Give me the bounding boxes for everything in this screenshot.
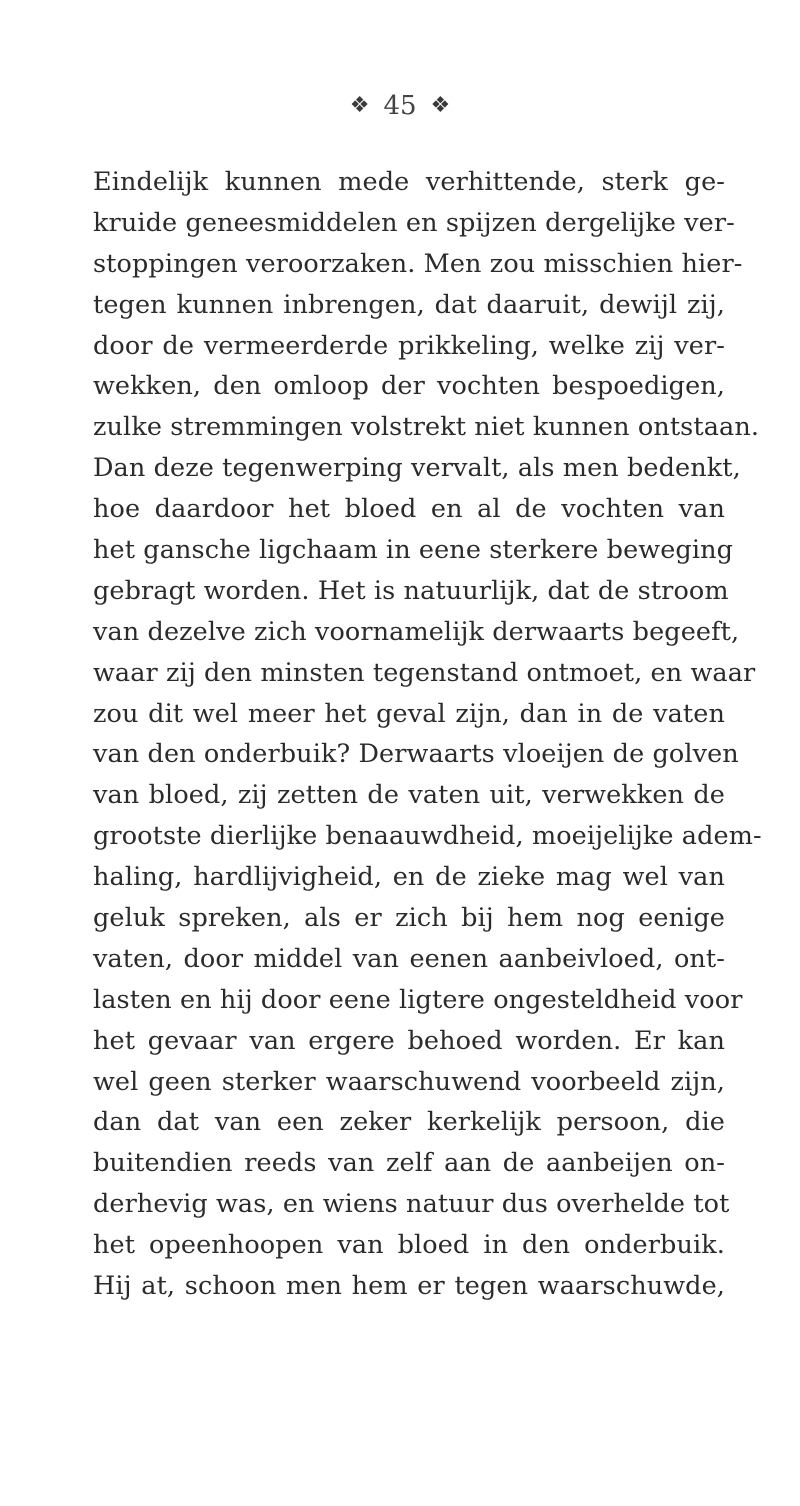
text-line: van den onderbuik? Derwaarts vloeijen de golven xyxy=(93,739,739,770)
text-line: van dezelve zich voornamelijk derwaarts begeeft, xyxy=(93,616,740,647)
text-line: wekken, den omloop der vochten bespoedigen, xyxy=(93,371,725,402)
text-line: het gevaar van ergere behoed worden. Er kan xyxy=(93,1025,725,1056)
text-line: buitendien reeds van zelf aan de aanbeijen on- xyxy=(93,1148,725,1179)
text-line: hoe daardoor het bloed en al de vochten van xyxy=(93,494,725,525)
text-line: tegen kunnen inbrengen, dat daaruit, dewijl zij, xyxy=(93,289,725,320)
text-line: kruide geneesmiddelen en spijzen dergelijke ver- xyxy=(93,207,735,238)
text-line: stoppingen veroorzaken. Men zou misschien hier- xyxy=(93,248,743,279)
text-line: dan dat van een zeker kerkelijk persoon, die xyxy=(93,1107,725,1138)
text-line: wel geen sterker waarschuwend voorbeeld zijn, xyxy=(93,1066,725,1097)
text-line: Dan deze tegenwerping vervalt, als men bedenkt, xyxy=(93,453,741,484)
right-ornament-icon: ❖ xyxy=(430,93,451,118)
body-text xyxy=(93,162,762,1307)
text-line: Hij at, schoon men hem er tegen waarschuwde, xyxy=(93,1271,725,1302)
page-number: 45 xyxy=(383,91,417,121)
text-line: Eindelijk kunnen mede verhittende, sterk ge- xyxy=(93,167,725,197)
text-line: gebragt worden. Het is natuurlijk, dat de stroom xyxy=(93,575,729,606)
text-line: geluk spreken, als er zich bij hem nog eenige xyxy=(93,903,725,934)
text-line: zulke stremmingen volstrekt niet kunnen ontstaan. xyxy=(93,412,760,443)
text-line: waar zij den minsten tegenstand ontmoet, en waar xyxy=(93,657,756,688)
text-line: derhevig was, en wiens natuur dus overhelde tot xyxy=(93,1189,730,1220)
text-line: het opeenhoopen van bloed in den onderbuik. xyxy=(93,1230,725,1261)
text-line: grootste dierlijke benaauwdheid, moeijelijke adem- xyxy=(93,821,762,852)
text-line: vaten, door middel van eenen aanbeivloed, ont- xyxy=(93,943,725,974)
text-line: door de vermeerderde prikkeling, welke zij ver- xyxy=(93,330,725,361)
text-line: het gansche ligchaam in eene sterkere beweging xyxy=(93,535,734,566)
page-header xyxy=(0,86,800,126)
text-line: van bloed, zij zetten de vaten uit, verwekken de xyxy=(93,780,725,811)
text-line: zou dit wel meer het geval zijn, dan in de vaten xyxy=(93,698,725,729)
text-line: haling, hardlijvigheid, en de zieke mag wel van xyxy=(93,862,725,893)
left-ornament-icon: ❖ xyxy=(349,93,370,118)
text-line: lasten en hij door eene ligtere ongesteldheid voor xyxy=(93,984,743,1015)
